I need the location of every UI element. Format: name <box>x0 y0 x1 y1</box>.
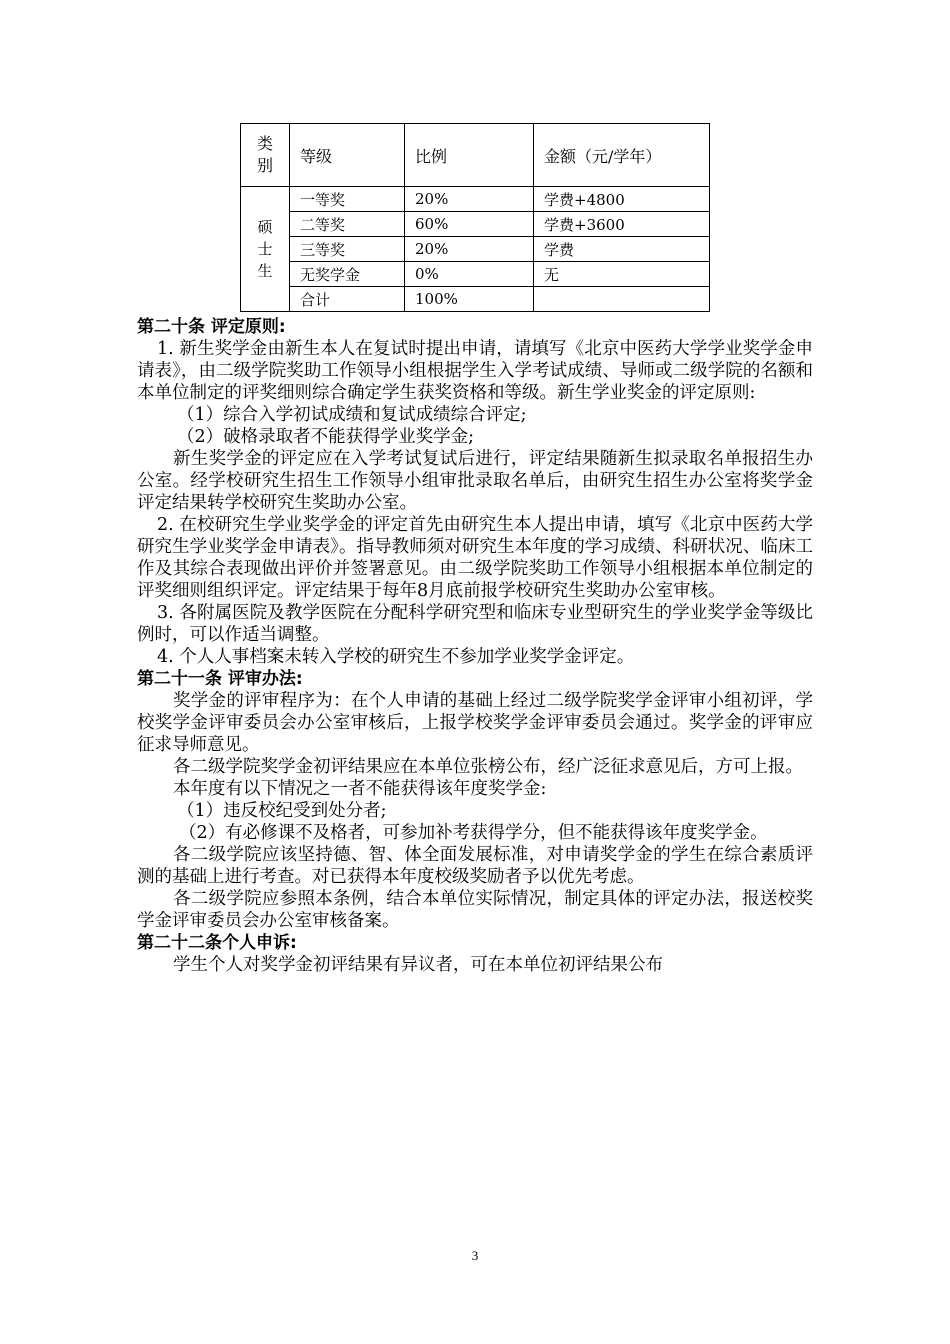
category-text: 硕 士 生 <box>257 218 273 280</box>
amount-cell: 学费+4800 <box>534 187 710 212</box>
ratio-cell: 20% <box>405 187 534 212</box>
paragraph: 2. 在校研究生学业奖学金的评定首先由研究生本人提出申请，填写《北京中医药大学研究生学业奖学金申请表》。指导教师须对研究生本年度的学习成绩、科研状况、临床工作及其综合表现做出评价并签署意见。由二级学院奖助工作领导小组根据本单位制定的评奖细则组织评定。评定结果于每年8月底前报学校研究生奖助办公室审核。 <box>137 515 813 601</box>
paragraph: 各二级学院应参照本条例，结合本单位实际情况，制定具体的评定办法，报送校奖学金评审委员会办公室审核备案。 <box>137 889 813 931</box>
table-row <box>241 262 710 287</box>
paragraph: 3. 各附属医院及教学医院在分配科学研究型和临床专业型研究生的学业奖学金等级比例时，可以作适当调整。 <box>137 603 813 645</box>
table-row <box>241 187 710 212</box>
paragraph: 各二级学院应该坚持德、智、体全面发展标准，对申请奖学金的学生在综合素质评测的基础上进行考查。对已获得本年度校级奖励者予以优先考虑。 <box>137 845 813 887</box>
ratio-cell: 0% <box>405 262 534 287</box>
table-row <box>241 237 710 262</box>
amount-cell: 学费 <box>534 237 710 262</box>
page-number: 3 <box>471 1248 479 1263</box>
amount-cell: 学费+3600 <box>534 212 710 237</box>
header-ratio: 比例 <box>405 124 534 187</box>
level-cell: 合计 <box>290 287 405 312</box>
list-item: （1）违反校纪受到处分者; <box>177 801 387 821</box>
header-level: 等级 <box>290 124 405 187</box>
article-22-heading: 第二十二条个人申诉: <box>137 933 297 953</box>
ratio-cell: 60% <box>405 212 534 237</box>
header-category <box>241 124 290 187</box>
document-body <box>137 316 813 976</box>
level-cell: 三等奖 <box>290 237 405 262</box>
table-row <box>241 212 710 237</box>
ratio-cell: 100% <box>405 287 534 312</box>
table-header-row <box>241 124 710 187</box>
paragraph: 学生个人对奖学金初评结果有异议者，可在本单位初评结果公布 <box>173 955 663 975</box>
paragraph: 1. 新生奖学金由新生本人在复试时提出申请，请填写《北京中医药大学学业奖学金申请表》，由二级学院奖助工作领导小组根据学生入学考试成绩、导师或二级学院的名额和本单位制定的评奖细则综合确定学生获奖资格和等级。新生学业奖金的评定原则: <box>137 339 813 403</box>
article-20-heading: 第二十条 评定原则: <box>137 317 286 337</box>
paragraph: 4. 个人人事档案未转入学校的研究生不参加学业奖学金评定。 <box>157 647 635 667</box>
level-cell: 二等奖 <box>290 212 405 237</box>
ratio-cell: 20% <box>405 237 534 262</box>
paragraph: 奖学金的评审程序为：在个人申请的基础上经过二级学院奖学金评审小组初评，学校奖学金评审委员会办公室审核后，上报学校奖学金评审委员会通过。奖学金的评审应征求导师意见。 <box>137 691 813 755</box>
paragraph: 本年度有以下情况之一者不能获得该年度奖学金: <box>173 779 547 799</box>
list-item: （1）综合入学初试成绩和复试成绩综合评定; <box>177 405 527 425</box>
table-row <box>241 287 710 312</box>
paragraph: 各二级学院奖学金初评结果应在本单位张榜公布，经广泛征求意见后，方可上报。 <box>173 757 803 777</box>
header-category-text: 类 别 <box>256 134 273 175</box>
list-item: （2）破格录取者不能获得学业奖学金; <box>177 427 475 447</box>
amount-cell <box>534 287 710 312</box>
article-21-heading: 第二十一条 评审办法: <box>137 669 303 689</box>
amount-cell: 无 <box>534 262 710 287</box>
list-item: （2）有必修课不及格者，可参加补考获得学分，但不能获得该年度奖学金。 <box>179 823 768 843</box>
level-cell: 无奖学金 <box>290 262 405 287</box>
level-cell: 一等奖 <box>290 187 405 212</box>
category-cell <box>241 187 290 312</box>
scholarship-table <box>240 123 710 312</box>
header-amount: 金额（元/学年） <box>534 124 710 187</box>
paragraph: 新生奖学金的评定应在入学考试复试后进行，评定结果随新生拟录取名单报招生办公室。经学校研究生招生工作领导小组审批录取名单后，由研究生招生办公室将奖学金评定结果转学校研究生奖助办公室。 <box>137 449 813 513</box>
